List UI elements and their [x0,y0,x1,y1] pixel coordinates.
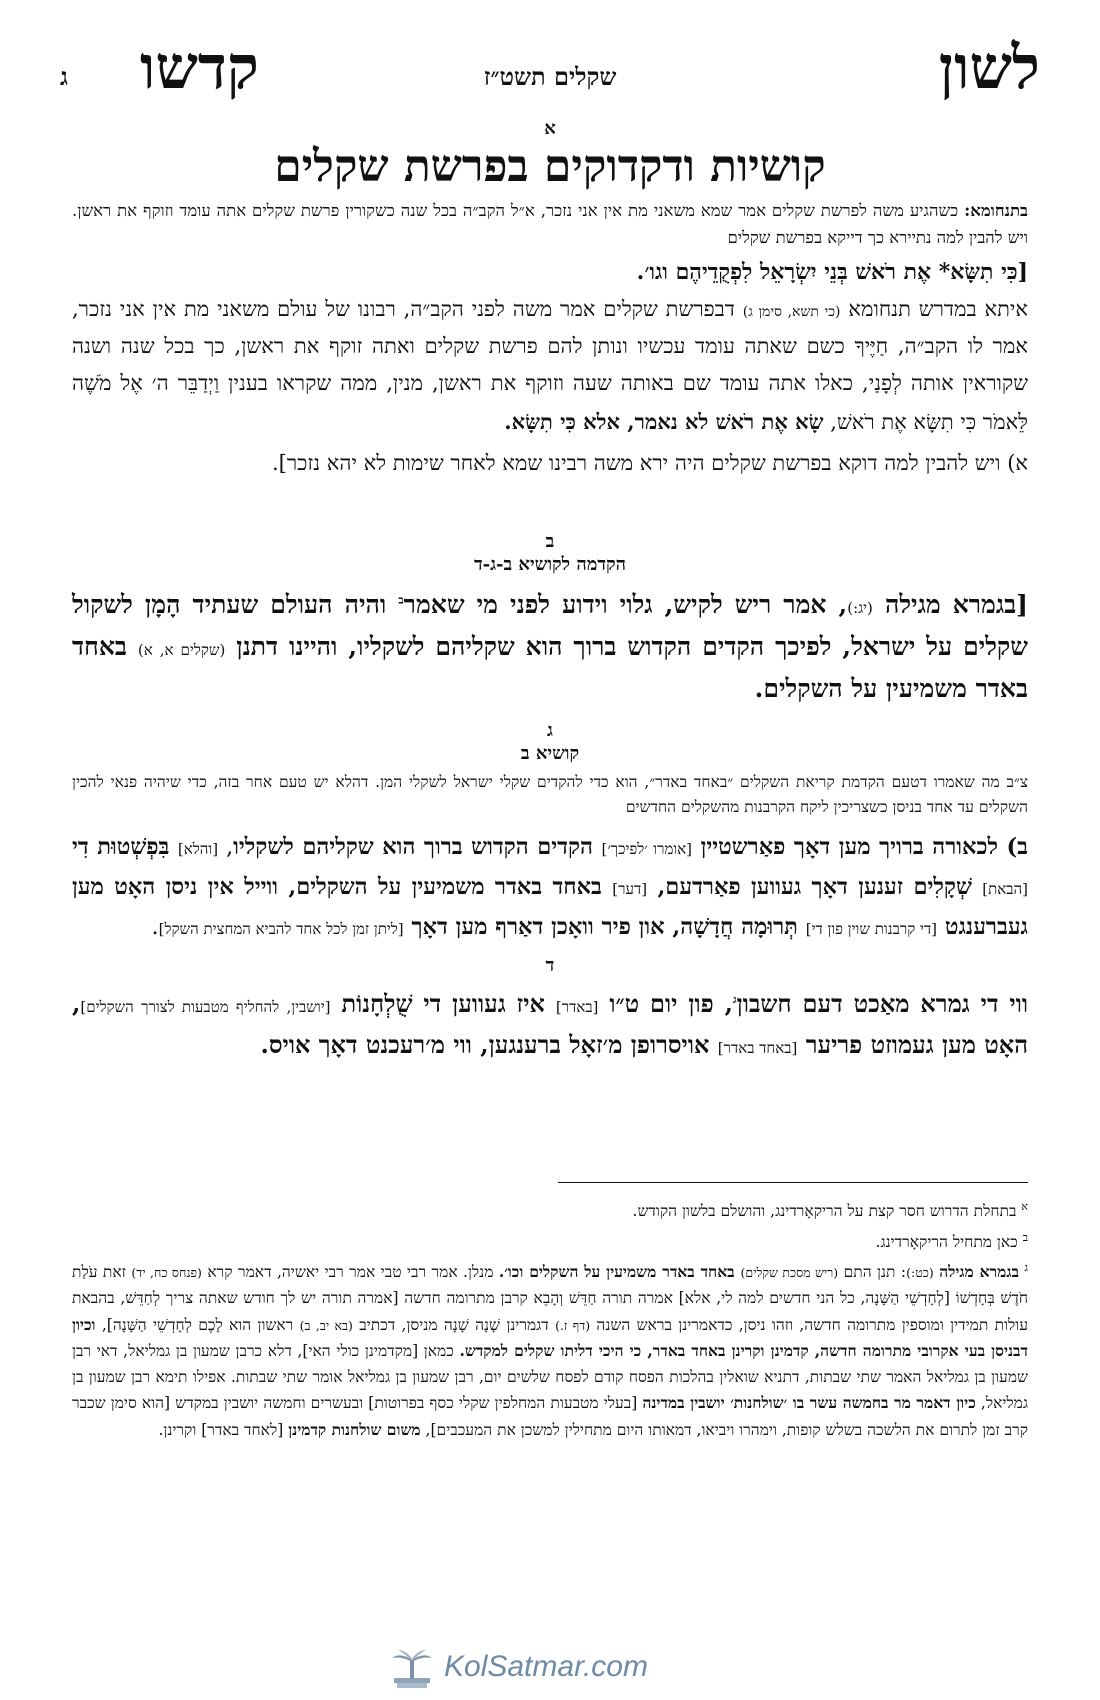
header-issue: שקלים תשט״ז [483,62,617,91]
intro-lead: בתנחומא: [964,201,1028,221]
yiddish-paragraph-d [72,984,1028,1066]
fn3-bold2: וכיון דבניסן בעי אקרובי מתרומה חדשה, קדמינן וקרינן באחד באדר, כי היכי דליתו שקלים למקדש. [72,1314,1028,1361]
yid-d-sb: [באדר] [555,998,599,1017]
yid-b-se: [דער] [612,879,648,898]
fn3-ref1: (כט:) [906,1265,934,1281]
fn3-ref2: (ריש מסכת שקלים) [740,1265,839,1281]
yid-b-sa: [אומרו ׳לפיכך׳] [601,839,693,858]
header-title-left: קדשו [140,33,259,103]
yid-b-sf: [די קרבנות שוין פון די] [805,919,938,938]
question-a: א) ויש להבין למה דוקא בפרשת שקלים היה ירא משה רבינו שמא לאחר שימות לא יהא נזכר]. [271,451,1028,476]
gemara-b: , אמר ריש לקיש, גלוי וידוע לפני מי שאמר [403,589,848,619]
question-b-note: צ״ב מה שאמרו דטעם הקדמת קריאת השקלים ״באחד באדר״, הוא כדי להקדים שקלי ישראל לשקלי המן. דהלא יש טעם אחר בזה, כדי שיהיה פנאי להכין השקלים עד אחד בניסן כשצריכין ליקח הקרבנות מהשקלים החדשים [72,773,1028,817]
yid-b-b: הקדים הקדוש ברוך הוא שקליהם לשקליו [233,833,602,860]
watermark-text[interactable]: KolSatmar.com [444,1650,648,1683]
midrash-paragraph [72,291,1028,442]
yid-d-b: , פון יום ט״ו [598,989,733,1019]
yid-d-e: אויסרופן מ׳זאָל ברענגען, ווי מ׳רעכנט דאָך אויס. [260,1030,718,1060]
palm-books-logo-icon [388,1648,436,1692]
yid-d-d: , האָט מען געמוזט פריער [72,989,1028,1060]
fn3-ref3: (פנחס כח, יד) [131,1265,202,1281]
yid-b-h: . [151,913,159,940]
midrash-bold: שָׂא אֶת רֹאשׁ לא נאמר, אלא כִּי תִשָּׂא. [504,408,824,434]
footnote-ref-b[interactable]: ב [398,593,404,607]
fn3-lead: בגמרא מגילה [939,1262,1019,1282]
intro-paragraph [72,198,1028,251]
midrash-ref: (כי תשא, סימן ג) [742,303,841,320]
gemara-ref-a: (יג:) [847,598,873,617]
section-letter-c: ג [547,719,553,741]
footnote-1-mark: א [1021,1200,1028,1213]
fn3-b: מנלן. אמר רבי טבי אמר רבי יאשיה, דאמר קרא [201,1263,499,1282]
fn3-bold1: באחד באדר משמיעין על השקלים וכו׳. [498,1262,741,1282]
fn3-e: ראשון הוא לָכֶם לְחָדְשֵׁי הַשָּׁנָה], [95,1315,300,1334]
page-number: ג [60,62,68,91]
section-c-subtitle: קושיא ב [520,743,580,765]
fn3-bold4: משום שולחנות קדמינן [288,1419,421,1439]
main-content [72,118,1028,1066]
yid-b-sc: [והלא] [177,839,219,858]
page-header [60,33,1040,118]
footnote-2 [72,1229,1028,1256]
gemara-paragraph [72,584,1028,710]
yid-b-c: , [218,833,234,860]
watermark [388,1648,658,1692]
yid-b-a: ב) לכאורה ברויך מען דאָך פאַרשטיין [692,833,1028,860]
fn3-ref4: (דף ז.) [555,1317,591,1333]
footnote-2-text: כאן מתחיל הריקאָרדינג. [875,1232,1018,1251]
yiddish-paragraph-b [72,827,1028,947]
fn3-g: [בעלי מטבעות המחלפין שקלי כסף בפרוטות] ובעשרים וחמשה יושבין במקדש [הוא סימן שכבר קרב זמן לתרום את הלשכה בשלש קופות, וימהרו ויביאו, דמאותו היום מתחילין למשכן את המעכבים], [72,1394,1028,1439]
section-b-subtitle: הקדמה לקושיא ב-ג-ד [473,554,627,576]
yid-b-sd: [הבאת] [982,879,1028,898]
footnote-ref-c[interactable]: ג [732,993,737,1007]
section-title: קושיות ודקדוקים בפרשת שקלים [274,140,826,192]
fn3-h: [לאחד באדר] וקרינן. [158,1420,289,1439]
gemara-d: באחד באדר משמיעין על השקלים. [72,631,1028,703]
verse-line: [כִּי תִשָּׂא* אֶת רֹאשׁ בְּנֵי יִשְׂרָאֵל לִפְקֻדֵיהֶם וגו׳. [636,258,1028,285]
fn3-bold3: כיון דאמר מר בחמשה עשר בו ׳שולחנות׳ יושבין במדינה [642,1393,976,1413]
midrash-body: דבפרשת שקלים אמר משה לפני הקב״ה, רבונו של עולם משאני מת אין אני נזכר, אמר לו הקב״ה, חַיֶּיךָ כשם שאתה עומד עכשיו ונותן להם פרשת שקלים ואתה זוקף את ראשן, כך בכל שנה ושנה שקוראין אותה לְפָנַי, כאלו אתה עומד שם באותה שעה וזוקף את ראשן, מנין, ממה שקראו בענין וַיְדַבֵּר ה׳ אֶל מֹשֶׁה לֵּאמֹר כִּי תִשָּׂא אֶת רֹאשׁ, [72,296,1028,434]
footnotes [72,1194,1028,1444]
yid-b-g: תְּרוּמָה חֲדָשָׁה, און פיר וואָכן דאַרף מען דאָך [403,913,806,940]
gemara-a: [בגמרא מגילה [872,589,1028,619]
yid-d-a: ווי די גמרא מאַכט דעם חשבון [736,989,1028,1019]
intro-text: כשהגיע משה לפרשת שקלים אמר שמא משאני מת אין אני נזכר, א״ל הקב״ה בכל שנה כשקורין פרשת שקלים אתה עומד וזוקף את ראשן. ויש להבין למה נתיירא כך דייקא בפרשת שקלים [72,201,1028,247]
yid-b-e: שְׁקָלִים זענען דאָך געווען פאַרדעם, [647,873,983,900]
footnote-1 [72,1198,1028,1225]
fn3-c: זאת עֹלַת חֹדֶשׁ בְּחָדְשׁוֹ [לְחָדְשֵׁי הַשָּׁנָה, כל הני חדשים למה לי, אלא] אמרה תורה חַדֵּשׁ וְהָבֵא קרבן מתרומה חדשה [אמרה תורה יש לך חודש שאתה צריך לְחַדֵּשׁ, בהבאת עולות תמידין ומוספין מתרומה חדשה, וזהו ניסן, כדאמרינן בראש השנה [72,1263,1028,1334]
footnote-3-mark: ג [1024,1261,1029,1275]
fn3-f: כמאן [מקדמינן כולי האי], דלא כרבן שמעון בן גמליאל, דאי רבן שמעון בן גמליאל האמר שתי שבתות, דתניא שואלין בהלכות הפסח קודם לפסח שלשים יום, רבן שמעון בן גמליאל אומר שתי שבתות. אפילו תימא רבן שמעון בן גמליאל, [72,1342,1028,1413]
yid-d-sc: [יושבין, להחליף מטבעות לצורך השקלים] [80,998,331,1017]
gemara-c: והיה העולם שעתיד הָמָן לשקול שקלים על ישראל, לפיכך הקדים הקדוש ברוך הוא שקליהם לשקליו, והיינו דתנן [72,589,1029,661]
footnote-2-mark: ב [1022,1230,1028,1244]
section-letter-b: ב [545,530,555,552]
section-letter-a: א [544,118,556,139]
yid-b-sg: [ליתן זמן לכל אחד להביא המחצית השקל] [158,919,404,938]
section-letter-d: ד [545,954,555,976]
gemara-ref-c: (שקלים א, א) [137,640,226,659]
footnote-3 [72,1259,1028,1443]
fn3-ref5: (בא יב, ב) [299,1317,353,1333]
footnote-divider [558,1182,1028,1183]
yid-b-d: בִּפְשְׁטוּת דִי [72,833,178,860]
fn3-d: דגמרינן שָׁנָה שָׁנָה מניסן, דכתיב [352,1315,556,1334]
yid-d-sd: [באחד באדר] [717,1039,798,1058]
midrash-start: איתא במדרש תנחומא [840,296,1028,321]
fn3-a: : תנן התם [838,1263,907,1282]
yid-d-c: איז געווען די שֻׁלְחָנוֹת [330,989,556,1019]
header-title-right: לשון [938,33,1040,103]
yid-b-f: באחד באדר משמיעין על השקלים, ווייל אין ניסן האָט מען געברענגט [72,873,1028,940]
footnote-1-text: בתחלת הדרוש חסר קצת על הריקאָרדינג, והושלם בלשון הקודש. [632,1202,1017,1221]
